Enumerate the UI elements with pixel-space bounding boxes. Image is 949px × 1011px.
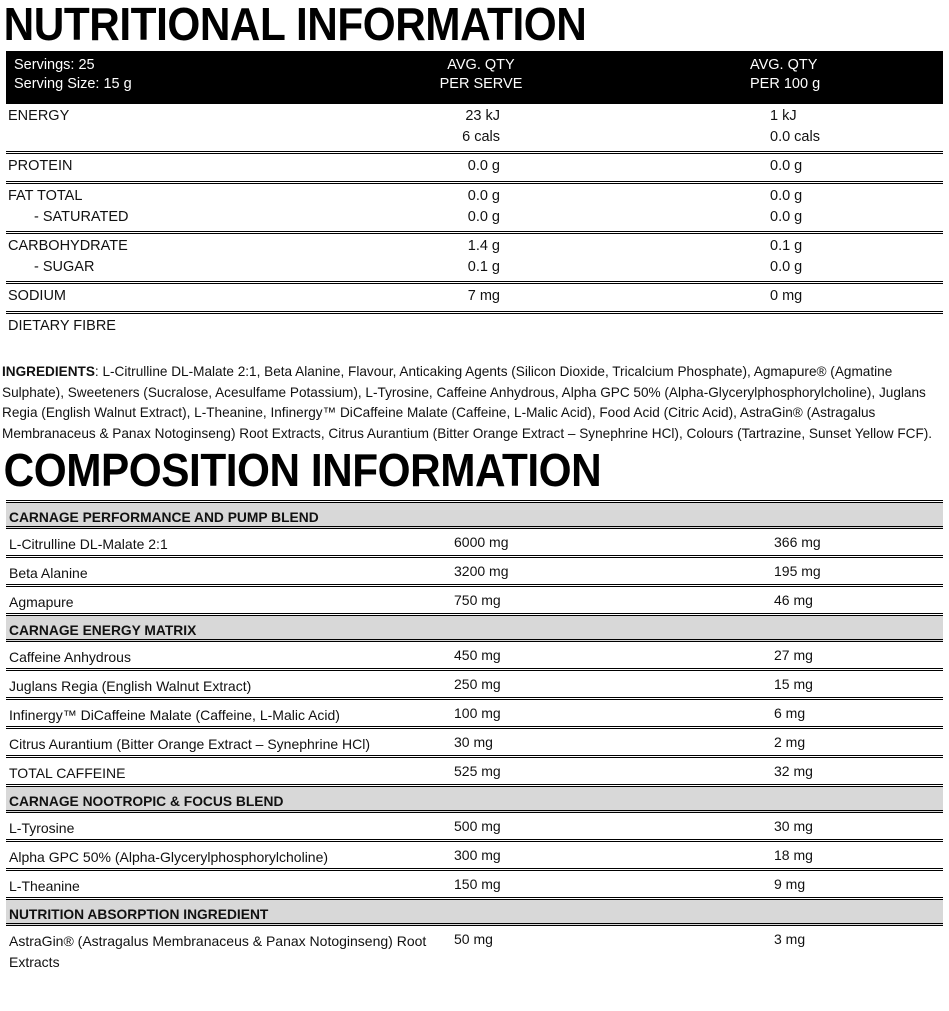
row-per-100g: 3 mg — [774, 931, 806, 947]
row-per-serve: 100 mg — [454, 705, 501, 721]
row-per-serve-saturated: 0.0 g — [467, 209, 500, 225]
row-per-100g: 0.0 g — [770, 158, 803, 174]
row-label: PROTEIN — [8, 158, 73, 174]
row-per-100g: 9 mg — [774, 876, 806, 892]
column-header-per-serve — [386, 56, 576, 94]
row-per-100g: 0.1 g — [770, 238, 803, 254]
table-row — [6, 671, 943, 700]
table-row — [6, 729, 943, 758]
per-100g-line1: AVG. QTY — [750, 57, 818, 73]
row-per-serve-sugar: 0.1 g — [467, 259, 500, 275]
row-per-100g: 30 mg — [774, 818, 813, 834]
row-per-serve: 6000 mg — [454, 534, 509, 550]
row-label: TOTAL CAFFEINE — [9, 765, 126, 781]
row-per-serve: 300 mg — [454, 847, 501, 863]
row-label: ENERGY — [8, 108, 70, 124]
nutrition-facts-table — [6, 51, 943, 344]
row-label: CARBOHYDRATE — [8, 238, 128, 254]
row-per-serve: 150 mg — [454, 876, 501, 892]
table-row — [6, 842, 943, 871]
row-per-serve: 1.4 g — [467, 238, 500, 254]
row-per-serve: 3200 mg — [454, 563, 509, 579]
row-per-100g: 366 mg — [774, 534, 821, 550]
row-per-serve: 50 mg — [454, 931, 493, 947]
row-label: Infinergy™ DiCaffeine Malate (Caffeine, L-Malic Acid) — [9, 707, 340, 723]
servings-count: Servings: 25 — [14, 57, 95, 73]
table-row — [6, 587, 943, 616]
ingredients-paragraph — [2, 362, 943, 444]
row-label: Beta Alanine — [9, 565, 88, 581]
table-row-fat-total — [6, 184, 943, 234]
per-100g-line2: PER 100 g — [750, 76, 821, 92]
per-serve-line2: PER SERVE — [439, 76, 523, 92]
section-header-energy-matrix — [6, 616, 943, 642]
row-label: L-Tyrosine — [9, 820, 75, 836]
row-label: Agmapure — [9, 594, 74, 610]
ingredients-text: L-Citrulline DL-Malate 2:1, Beta Alanine, Flavour, Anticaking Agents (Silicon Dioxide, Tricalcium Phosphate), Agmapure® (Agmatine Sulphate), Sweeteners (Sucralose, Acesulfame Potassium), L-Tyrosine, Caffeine Anhydrous, Alpha GPC 50% (Alpha-Glycerylphosphorylcholine), Juglans Regia (English Walnut Extract), L-Theanine, Infinergy™ DiCaffeine Malate (Caffeine, L-Malic Acid), Food Acid (Citric Acid), AstraGin® (Astragalus Membranaceus & Panax Notoginseng) Root Extracts, Citrus Aurantium (Bitter Orange Extract – Synephrine HCl), Colours (Tartrazine, Sunset Yellow FCF). — [2, 364, 933, 441]
row-label: Juglans Regia (English Walnut Extract) — [9, 678, 252, 694]
table-row — [6, 813, 943, 842]
table-row-dietary-fibre — [6, 314, 943, 344]
nutrition-table-header — [6, 51, 943, 104]
row-per-100g: 1 kJ — [770, 108, 797, 124]
row-per-100g: 195 mg — [774, 563, 821, 579]
serving-info — [14, 56, 132, 94]
composition-information-heading: COMPOSITION INFORMATION — [3, 444, 602, 496]
row-per-100g: 2 mg — [774, 734, 806, 750]
table-row-carbohydrate — [6, 234, 943, 284]
row-per-100g: 6 mg — [774, 705, 806, 721]
section-label: CARNAGE ENERGY MATRIX — [9, 623, 197, 638]
serving-size: Serving Size: 15 g — [14, 76, 132, 92]
table-row-total-caffeine — [6, 758, 943, 787]
row-per-serve: 750 mg — [454, 592, 501, 608]
row-per-serve: 450 mg — [454, 647, 501, 663]
table-row — [6, 642, 943, 671]
row-per-100g: 27 mg — [774, 647, 813, 663]
row-per-serve: 0.0 g — [467, 158, 500, 174]
row-per-100g-sugar: 0.0 g — [770, 259, 803, 275]
table-row — [6, 700, 943, 729]
row-per-serve-calories: 6 cals — [462, 129, 500, 145]
row-per-serve: 23 kJ — [465, 108, 500, 124]
ingredients-separator: : — [94, 364, 103, 379]
row-per-100g: 15 mg — [774, 676, 813, 692]
row-per-100g-calories: 0.0 cals — [770, 129, 820, 145]
row-per-100g: 32 mg — [774, 763, 813, 779]
row-per-serve: 250 mg — [454, 676, 501, 692]
row-per-100g: 46 mg — [774, 592, 813, 608]
row-per-100g-saturated: 0.0 g — [770, 209, 803, 225]
per-serve-line1: AVG. QTY — [447, 57, 515, 73]
section-header-performance-pump-blend — [6, 503, 943, 529]
row-label: L-Theanine — [9, 878, 80, 894]
row-per-serve: 7 mg — [467, 288, 500, 304]
row-per-serve: 500 mg — [454, 818, 501, 834]
table-row-protein — [6, 154, 943, 184]
row-label: DIETARY FIBRE — [8, 318, 116, 334]
row-label-saturated: - SATURATED — [34, 209, 129, 225]
row-label: Alpha GPC 50% (Alpha-Glycerylphosphorylcholine) — [9, 849, 329, 865]
section-header-nutrition-absorption — [6, 900, 943, 926]
row-label: SODIUM — [8, 288, 66, 304]
row-label: L-Citrulline DL-Malate 2:1 — [9, 536, 168, 552]
row-per-100g: 0 mg — [770, 288, 803, 304]
row-label: Citrus Aurantium (Bitter Orange Extract – Synephrine HCl) — [9, 736, 371, 752]
table-row-energy — [6, 104, 943, 154]
section-label: CARNAGE NOOTROPIC & FOCUS BLEND — [9, 794, 284, 809]
table-row — [6, 558, 943, 587]
row-label-sugar: - SUGAR — [34, 259, 95, 275]
table-row — [6, 871, 943, 900]
section-header-nootropic-focus-blend — [6, 787, 943, 813]
row-per-100g: 0.0 g — [770, 188, 803, 204]
section-label: CARNAGE PERFORMANCE AND PUMP BLEND — [9, 510, 319, 525]
ingredients-label: INGREDIENTS — [2, 364, 95, 379]
nutritional-information-heading: NUTRITIONAL INFORMATION — [3, 0, 587, 50]
row-per-serve: 525 mg — [454, 763, 501, 779]
row-label: Caffeine Anhydrous — [9, 649, 131, 665]
row-per-serve: 0.0 g — [467, 188, 500, 204]
row-per-serve: 30 mg — [454, 734, 493, 750]
section-label: NUTRITION ABSORPTION INGREDIENT — [9, 907, 269, 922]
table-row-astragin — [6, 926, 943, 983]
row-label: FAT TOTAL — [8, 188, 83, 204]
table-row — [6, 529, 943, 558]
composition-table — [6, 500, 943, 983]
table-row-sodium — [6, 284, 943, 314]
row-label: AstraGin® (Astragalus Membranaceus & Panax Notoginseng) Root Extracts — [9, 933, 427, 970]
row-per-100g: 18 mg — [774, 847, 813, 863]
column-header-per-100g — [750, 56, 940, 94]
